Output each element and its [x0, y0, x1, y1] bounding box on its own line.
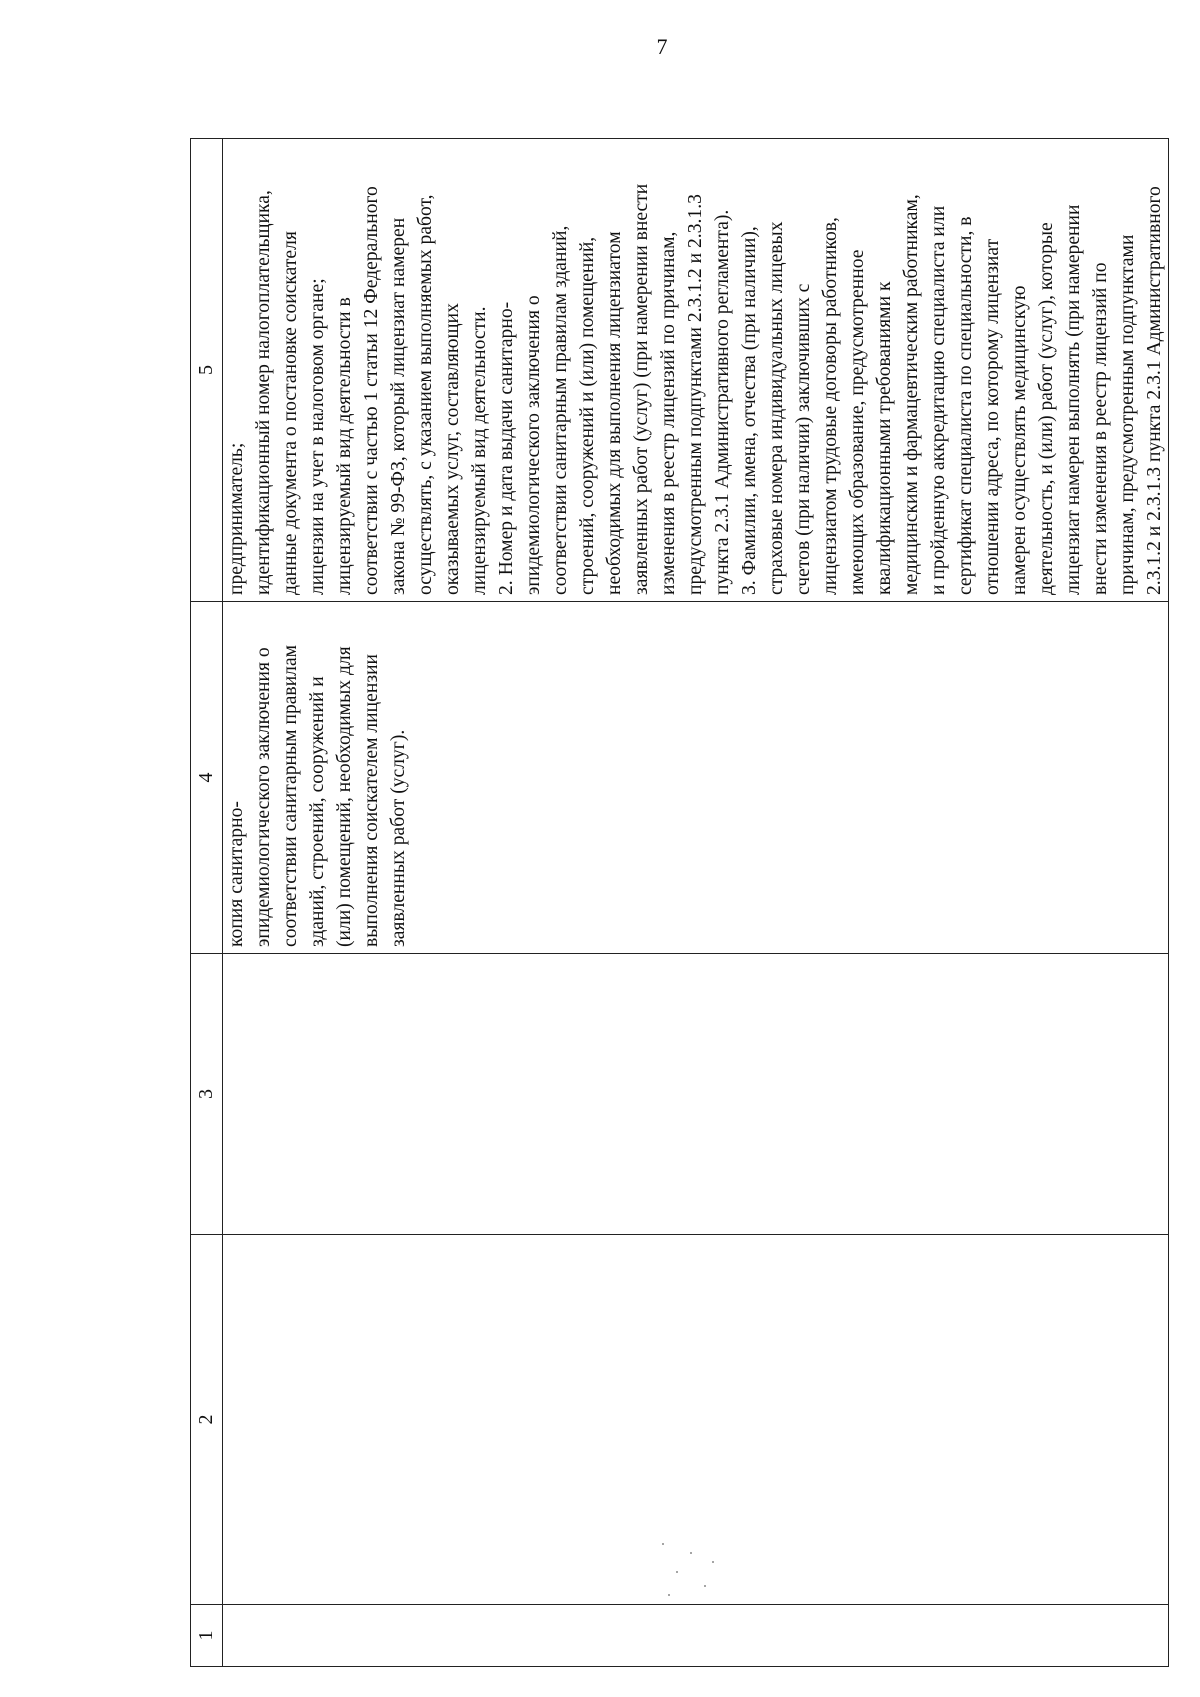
scan-speck — [704, 1585, 706, 1587]
table-header-row — [191, 139, 223, 1667]
scan-speck — [662, 1543, 664, 1545]
document-table — [190, 138, 1169, 1667]
scan-speck — [676, 1571, 678, 1573]
cell-col-5-text: предприниматель; идентификационный номер налогоплательщика, данные документа о постановке соискателя лицензии на учет в налоговом органе; лицензируемый вид деятельности в соответствии с частью 1 статьи 12 Федерального закона № 99-ФЗ, который лицензиат намерен осуществлять, с указанием выполняемых работ, оказываемых услуг, составляющих лицензируемый вид деятельности. 2. Номер и дата выдачи санитарно- эпидемиологического заключения о соответствии санитарным правилам зданий, строений, сооружений и (или) помещений, необходимых для выполнения лицензиатом заявленных работ (услуг) (при намерении внести изменения в реестр лицензий по причинам, предусмотренным подпунктами 2.3.1.2 и 2.3.1.3 пункта 2.3.1 Административного регламента). 3. Фамилии, имена, отчества (при наличии), страховые номера индивидуальных лицевых счетов (при наличии) заключивших с лицензиатом трудовые договоры работников, имеющих образование, предусмотренное квалификационными требованиями к медицинским и фармацевтическим работникам, и пройденную аккредитацию специалиста или сертификат специалиста по специальности, в отношении адреса, по которому лицензиат намерен осуществлять медицинскую деятельность, и (или) работ (услуг), которые лицензиат намерен выполнять (при намерении внести изменения в реестр лицензий по причинам, предусмотренным подпунктами 2.3.1.2 и 2.3.1.3 пункта 2.3.1 Административного — [226, 183, 1165, 595]
cell-col-4 — [223, 602, 1169, 954]
header-col-5: 5 — [191, 139, 223, 602]
header-col-1: 1 — [191, 1605, 223, 1667]
cell-col-2 — [223, 1235, 1169, 1605]
header-col-2: 2 — [191, 1235, 223, 1605]
rotated-table-frame — [190, 139, 1165, 1667]
header-col-3: 3 — [191, 954, 223, 1235]
cell-col-1 — [223, 1605, 1169, 1667]
scan-speck — [690, 1552, 692, 1554]
cell-col-4-text: копия санитарно- эпидемиологического заключения о соответствии санитарным правилам зданий, строений, сооружений и (или) помещений, необходимых для выполнения соискателем лицензии заявленных работ (услуг). — [226, 644, 409, 947]
cell-col-5 — [223, 139, 1169, 602]
scan-speck — [668, 1594, 670, 1596]
table-row — [223, 139, 1169, 1667]
scan-speck — [712, 1561, 714, 1563]
header-col-4: 4 — [191, 602, 223, 954]
cell-col-3 — [223, 954, 1169, 1235]
page-number: 7 — [656, 34, 668, 59]
